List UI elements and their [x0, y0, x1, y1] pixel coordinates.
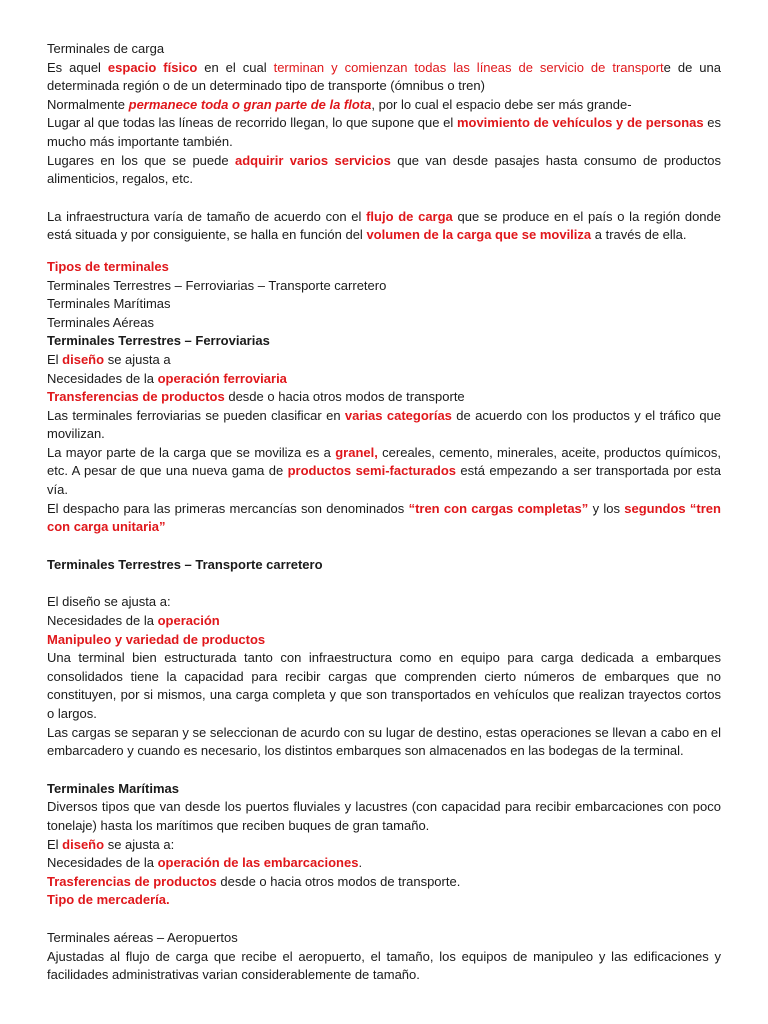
highlight: adquirir varios servicios [235, 152, 391, 168]
highlight: segundos “tren con carga unitaria” [47, 500, 721, 535]
section-heading-tipos: Tipos de terminales [47, 258, 169, 274]
highlight: diseño [62, 351, 105, 367]
highlight: movimiento de vehículos y de personas [456, 115, 704, 131]
highlight: Transferencias de productos [47, 389, 225, 405]
line: Necesidades de la operación [47, 613, 220, 629]
paragraph: Lugar al que todas las líneas de recorrido llegan, lo que supone que el movimiento de vehículos y de personas es mucho más importante también. [47, 115, 722, 149]
paragraph: La infraestructura varía de tamaño de acuerdo con el flujo de carga que se produce en el país o la región donde está situada y por consiguiente, se halla en función del volumen de la carga que se moviliza a través de ella. [47, 208, 721, 243]
line: Transferencias de productos desde o hacia otros modos de transporte [47, 389, 465, 405]
section-heading-ferroviarias: Terminales Terrestres – Ferroviarias [47, 333, 270, 349]
highlight: granel, [335, 444, 378, 460]
paragraph: Lugares en los que se puede adquirir varios servicios que van desde pasajes hasta consumo de productos alimenticios, regalos, etc. [47, 152, 721, 187]
line: El diseño se ajusta a: [47, 836, 175, 852]
highlight: “tren con cargas completas” [408, 500, 589, 516]
highlight: espacio físico [107, 59, 198, 75]
highlight: diseño [62, 836, 105, 852]
highlight: operación de las embarcaciones [157, 855, 359, 871]
paragraph: Diversos tipos que van desde los puertos fluviales y lacustres (con capacidad para recibir embarcaciones con poco tonelaje) hasta los marítimos que reciben buques de gran tamaño. [47, 799, 721, 833]
line: Necesidades de la operación de las embarcaciones. [47, 855, 363, 871]
list-item: Terminales Marítimas [47, 296, 171, 312]
highlight: Trasferencias de productos [47, 873, 217, 889]
highlight: flujo de carga [366, 208, 453, 224]
highlight: operación [157, 613, 220, 629]
paragraph: Normalmente permanece toda o gran parte de la flota, por lo cual el espacio debe ser más grande- [47, 96, 632, 112]
highlight: permanece toda o gran parte de la flota [128, 96, 372, 112]
line-highlight: Tipo de mercadería. [47, 892, 170, 908]
section-title-terminales-de-carga: Terminales de carga [47, 41, 165, 56]
line-highlight: Manipuleo y variedad de productos [47, 631, 266, 647]
highlight: operación ferroviaria [157, 370, 287, 386]
highlight: varias categorías [344, 407, 452, 423]
paragraph: La mayor parte de la carga que se moviliza es a granel, cereales, cemento, minerales, aceite, productos químicos, etc. A pesar de que una nueva gama de productos semi-facturados está empezando a ser transportada por esta vía. [47, 444, 722, 498]
paragraph: Las cargas se separan y se seleccionan de acurdo con su lugar de destino, estas operaciones se llevan a cabo en el embarcadero y cuando es necesario, los distintos embarques son almacenados en las bodegas de la terminal. [47, 724, 721, 759]
paragraph: El despacho para las primeras mercancías son denominados “tren con cargas completas” y los segundos “tren con carga unitaria” [47, 500, 721, 535]
highlight: volumen de la carga que se moviliza [366, 227, 592, 243]
line: Trasferencias de productos desde o hacia otros modos de transporte. [47, 873, 461, 889]
highlight: productos semi-facturados [287, 463, 456, 479]
section-heading-aereas: Terminales aéreas – Aeropuertos [47, 929, 238, 945]
list-item: Terminales Terrestres – Ferroviarias – Transporte carretero [47, 277, 387, 293]
line: El diseño se ajusta a: [47, 594, 171, 610]
paragraph: Las terminales ferroviarias se pueden clasificar en varias categorías de acuerdo con los productos y el tráfico que movilizan. [47, 407, 722, 442]
highlight: terminan y comienzan todas las líneas de servicio de transport [273, 59, 664, 75]
paragraph: Ajustadas al flujo de carga que recibe el aeropuerto, el tamaño, los equipos de manipuleo y las edificaciones y facilidades administrativas varian considerablemente de tamaño. [47, 948, 721, 983]
paragraph: Una terminal bien estructurada tanto con infraestructura como en equipo para carga dedicada a embarques consolidados tiene la capacidad para recibir cargas que comprenden cierto números de embarques que no constituyen, por si mismos, una carga completa y que son transportados en vehículos que realizan trayectos cortos o largos. [47, 650, 721, 721]
line: El diseño se ajusta a [47, 351, 171, 367]
section-heading-maritimas: Terminales Marítimas [47, 780, 179, 796]
line: Necesidades de la operación ferroviaria [47, 370, 287, 386]
section-heading-carretero: Terminales Terrestres – Transporte carretero [47, 556, 323, 572]
paragraph: Es aquel espacio físico en el cual terminan y comienzan todas las líneas de servicio de transporte de una determinada región o de un determinado tipo de transporte (ómnibus o tren) [47, 59, 721, 94]
list-item: Terminales Aéreas [47, 314, 154, 330]
